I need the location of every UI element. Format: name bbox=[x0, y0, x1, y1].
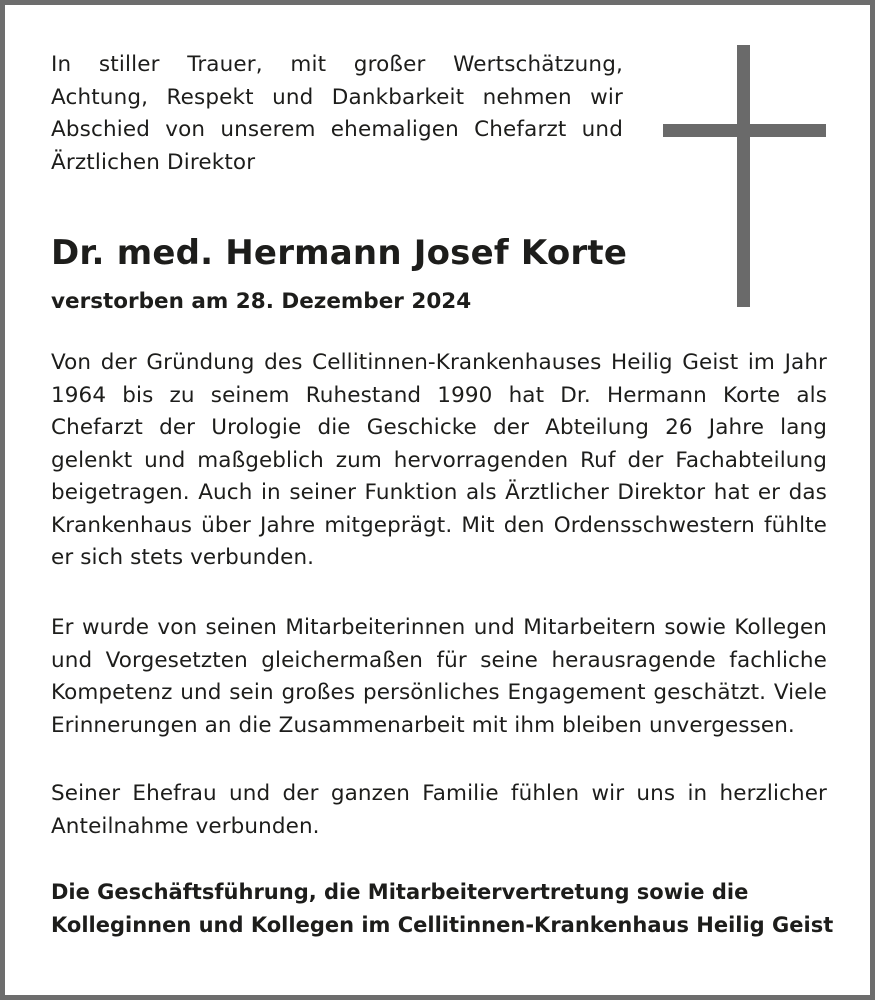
intro-line: Achtung, Respekt und Dankbarkeit nehmen wir bbox=[51, 84, 623, 110]
paragraph-line: beigetragen. Auch in seiner Funktion als Ärztlicher Direktor hat er das bbox=[51, 480, 827, 505]
paragraph-condolence bbox=[51, 778, 827, 843]
signature-line: Kolleginnen und Kollegen im Cellitinnen-Krankenhaus Heilig Geist bbox=[51, 913, 834, 937]
paragraph-line: Seiner Ehefrau und der ganzen Familie fühlen wir uns in herzlicher bbox=[51, 781, 827, 806]
paragraph-line: gelenkt und maßgeblich zum hervorragenden Ruf der Fachabteilung bbox=[51, 447, 827, 473]
paragraph-line: Erinnerungen an die Zusammenarbeit mit ihm bleiben unvergessen. bbox=[51, 712, 795, 738]
paragraph-line: Anteilnahme verbunden. bbox=[51, 813, 320, 839]
date-of-death: verstorben am 28. Dezember 2024 bbox=[51, 289, 472, 314]
paragraph-career bbox=[51, 347, 827, 575]
intro-line: Abschied von unserem ehemaligen Chefarzt und bbox=[51, 117, 623, 142]
paragraph-line: Kompetenz und sein großes persönliches Engagement geschätzt. Viele bbox=[51, 680, 827, 705]
paragraph-line: er sich stets verbunden. bbox=[51, 545, 315, 570]
intro-line: In stiller Trauer, mit großer Wertschätzung, bbox=[51, 52, 623, 77]
intro-line: Ärztlichen Direktor bbox=[51, 149, 256, 175]
paragraph-line: Von der Gründung des Cellitinnen-Krankenhauses Heilig Geist im Jahr bbox=[51, 350, 827, 375]
intro-text bbox=[51, 49, 623, 179]
cross-vertical-bar bbox=[737, 45, 750, 307]
cross-icon bbox=[663, 45, 826, 307]
paragraph-line: Er wurde von seinen Mitarbeiterinnen und Mitarbeitern sowie Kollegen bbox=[51, 615, 827, 640]
paragraph-line: 1964 bis zu seinem Ruhestand 1990 hat Dr. Hermann Korte als bbox=[51, 382, 827, 408]
deceased-name: Dr. med. Hermann Josef Korte bbox=[51, 233, 628, 273]
paragraph-line: Chefarzt der Urologie die Geschicke der Abteilung 26 Jahre lang bbox=[51, 415, 827, 440]
paragraph-line: Krankenhaus über Jahre mitgeprägt. Mit den Ordensschwestern fühlte bbox=[51, 512, 827, 538]
signature-line: Die Geschäftsführung, die Mitarbeitervertretung sowie die bbox=[51, 880, 749, 904]
signature-block bbox=[51, 876, 834, 942]
paragraph-appreciation bbox=[51, 612, 827, 742]
paragraph-line: und Vorgesetzten gleichermaßen für seine herausragende fachliche bbox=[51, 647, 827, 673]
cross-horizontal-bar bbox=[663, 124, 826, 137]
